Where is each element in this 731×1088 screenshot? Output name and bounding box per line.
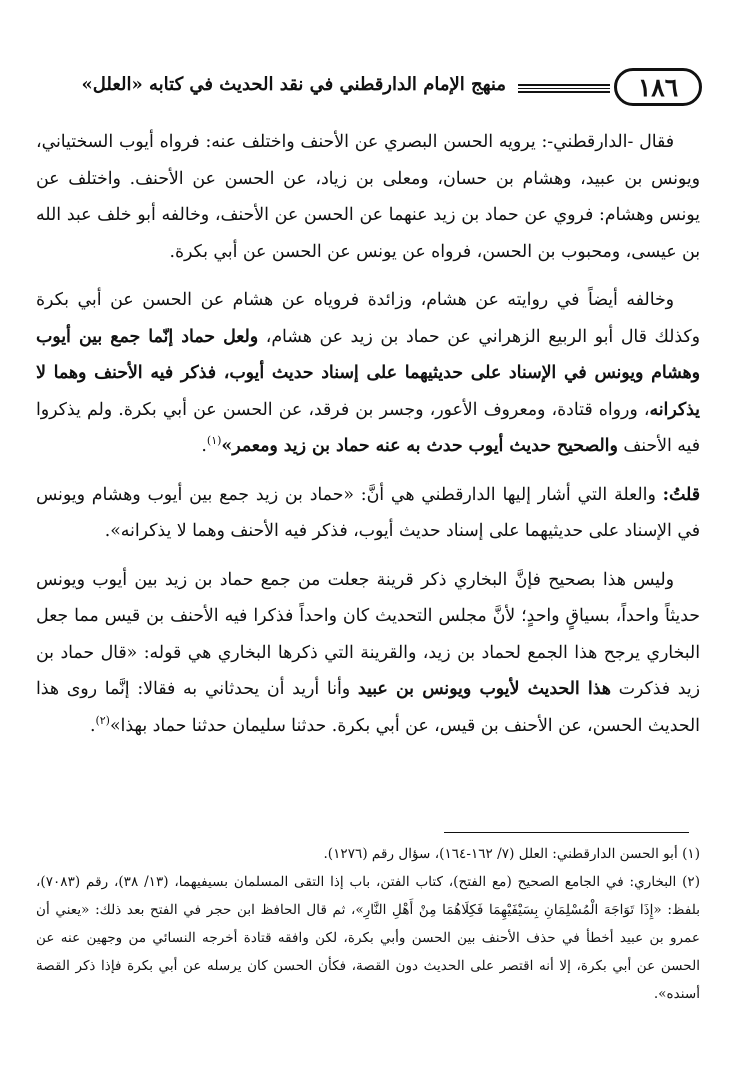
paragraph-2-end: .	[201, 436, 207, 456]
paragraph-4-end: .	[89, 715, 96, 736]
paragraph-4-part-1: وليس هذا بصحيح فإنَّ البخاري ذكر قرينة جعلت من جمع حماد بن زيد بين أيوب ويونس حديثاً واحداً، بسياقٍ واحدٍ؛ لأنَّ مجلس التحديث كان واحداً فذكرا فيه الأحنف بن قيس مما جعل البخاري يرجح هذا الجمع لحماد بن زيد، والقرينة التي ذكرها البخاري هي قوله: «قال حماد بن زيد فذكرت	[36, 569, 701, 699]
footnote-1: (١) أبو الحسن الدارقطني: العلل (٧/ ١٦٢-١٦٤)، سؤال رقم (١٢٧٦).	[323, 846, 700, 862]
paragraph-2	[36, 282, 700, 465]
paragraph-4	[36, 562, 700, 745]
paragraph-2-bold-1: ولعل حماد إنّما جمع بين أيوب وهشام ويونس في الإسناد على حديثيهما على إسناد حديث أيوب، فذكر فيه الأحنف وهما لا يذكرانه	[36, 326, 700, 420]
paragraph-3-lead: قلتُ:	[662, 484, 700, 505]
paragraph-2-closing-quote: »	[221, 436, 233, 456]
paragraph-4-bold: هذا الحديث لأيوب ويونس بن عبيد	[357, 679, 611, 699]
footnote-ref-1[interactable]: (١)	[206, 434, 222, 448]
page-header	[30, 64, 702, 116]
footnotes	[36, 840, 700, 1008]
paragraph-4-part-2: وأنا أريد أن يحدثاني به فقالا: إنَّما روى هذا الحديث الحسن، عن الأحنف بن قيس، عن أبي بكرة. حدثنا سليمان حدثنا حماد بهذا»	[36, 679, 700, 736]
footnote-separator	[444, 832, 689, 833]
page-number-badge	[614, 68, 702, 106]
header-ornamental-rule	[518, 84, 610, 93]
footnote-ref-2[interactable]: (٢)	[95, 713, 110, 727]
page-number: ١٨٦	[637, 72, 679, 102]
running-title: منهج الإمام الدارقطني في نقد الحديث في كتابه «العلل»	[81, 74, 506, 95]
paragraph-2-part-2: ، ورواه قتادة، ومعروف الأعور، وجسر بن فرقد، عن الحسن عن أبي بكرة. ولم يذكروا فيه الأحنف	[36, 399, 700, 456]
paragraph-3	[36, 477, 700, 550]
footnote-2: (٢) البخاري: في الجامع الصحيح (مع الفتح)، كتاب الفتن، باب إذا التقى المسلمان بسيفيهما، (١٣/ ٣٨)، رقم (٧٠٨٣)، بلفظ: «إِذَا تَوَاجَهَ الْمُسْلِمَانِ بِسَيْفَيْهِمَا فَكِلَاهُمَا مِنْ أَهْلِ النَّارِ»، ثم قال الحافظ ابن حجر في الفتح بعد ذلك: «يعني أن عمرو بن عبيد أخطأ في حذف الأحنف بين الحسن وأبي بكرة، لكن وافقه قتادة أخرجه النسائي من وجهين عنه عن الحسن عن أبي بكرة، إلا أنه اقتصر على الحديث دون القصة، فكأن الحسن كان يرسله عن أبي بكرة فإذا ذكر القصة أسنده».	[36, 874, 701, 1002]
paragraph-1: فقال -الدارقطني-: يرويه الحسن البصري عن الأحنف واختلف عنه: فرواه أيوب السختياني، ويونس بن عبيد، وهشام بن حسان، ومعلى بن زياد، عن الحسن عن الأحنف. واختلف عن يونس وهشام: فروي عن حماد بن زيد عنهما عن الحسن عن الأحنف، وخالفه أبو خلف عبد الله بن عيسى، ومحبوب بن الحسن، فرواه عن يونس عن الحسن عن أبي بكرة.	[36, 132, 700, 262]
main-text	[36, 124, 700, 756]
paragraph-3-text: والعلة التي أشار إليها الدارقطني هي أنَّ: «حماد بن زيد جمع بين أيوب وهشام ويونس في الإسناد على حديثيهما على إسناد حديث أيوب، فذكر فيه الأحنف وهما لا يذكرانه».	[36, 484, 700, 541]
paragraph-2-bold-2: والصحيح حديث أيوب حدث به عنه حماد بن زيد ومعمر	[232, 436, 618, 456]
paragraph-2-part-1: وخالفه أيضاً في روايته عن هشام، وزائدة فروياه عن هشام عن الحسن عن أبي بكرة وكذلك قال أبو الربيع الزهراني عن حماد بن زيد عن هشام،	[36, 290, 701, 347]
